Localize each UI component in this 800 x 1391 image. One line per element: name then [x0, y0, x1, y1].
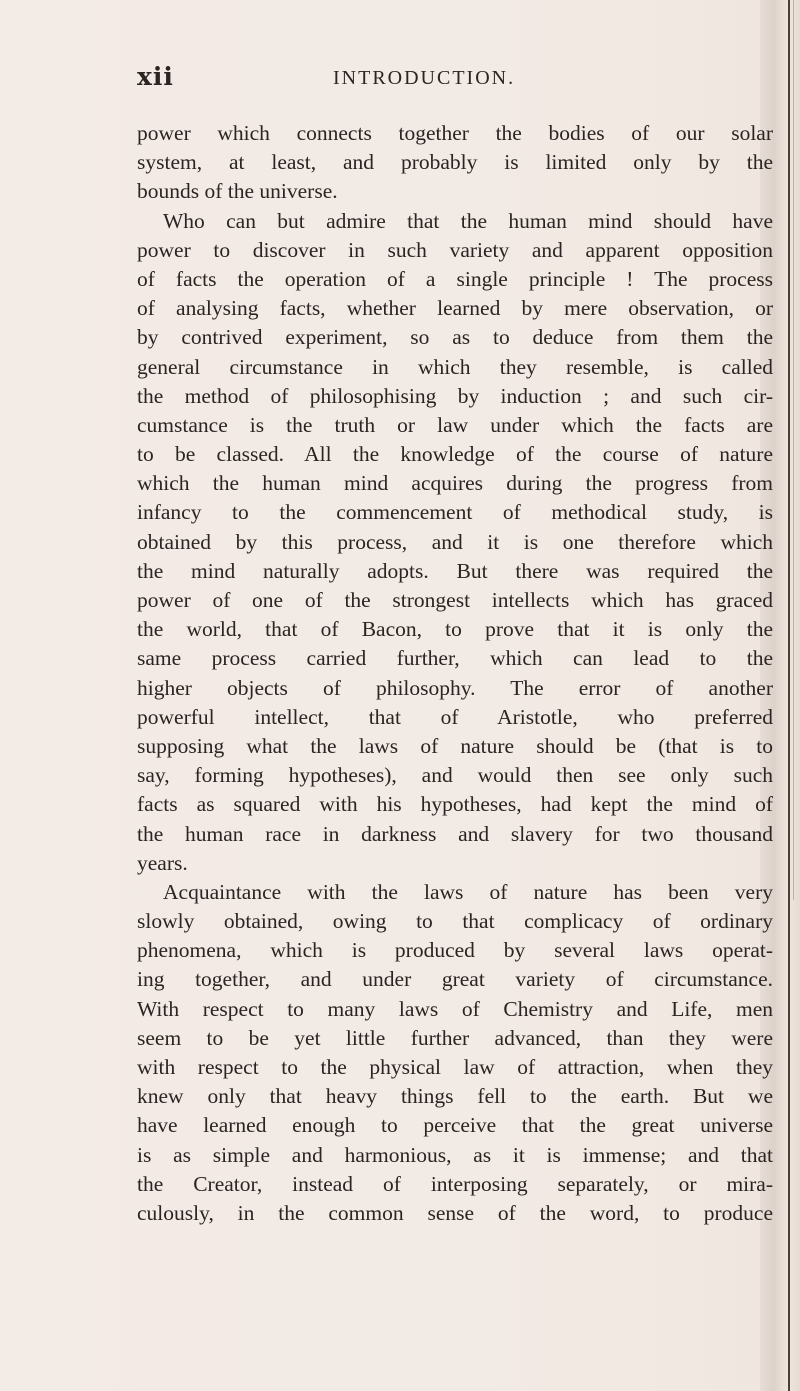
text-line: power of one of the strongest intellects which has graced	[137, 588, 773, 612]
text-line: the mind naturally adopts. But there was required the	[137, 558, 773, 583]
text-line: the method of philosophising by induction ; and such cir-	[137, 383, 773, 408]
text-line: phenomena, which is produced by several laws operat-	[137, 938, 773, 963]
text-line: cumstance is the truth or law under which the facts are	[137, 412, 773, 437]
running-head: INTRODUCTION.	[333, 67, 516, 89]
text-line: bounds of the universe.	[137, 179, 338, 204]
text-line: with respect to the physical law of attraction, when they	[137, 1055, 773, 1079]
text-line: supposing what the laws of nature should be (that is to	[137, 733, 773, 758]
text-line: the Creator, instead of interposing separately, or mira-	[137, 1171, 773, 1196]
body-text	[137, 119, 773, 1228]
text-line: seem to be yet little further advanced, than they were	[137, 1025, 773, 1050]
text-line: have learned enough to perceive that the great universe	[137, 1113, 773, 1138]
text-line: by contrived experiment, so as to deduce from them the	[137, 325, 773, 350]
text-line: is as simple and harmonious, as it is immense; and that	[137, 1142, 773, 1167]
text-line: the human race in darkness and slavery for two thousand	[137, 821, 773, 846]
text-line: knew only that heavy things fell to the earth. But we	[137, 1084, 773, 1109]
text-line: years.	[137, 850, 188, 875]
binding-edge	[788, 0, 790, 1391]
text-line: facts as squared with his hypotheses, had kept the mind of	[137, 792, 773, 817]
text-line: obtained by this process, and it is one therefore which	[137, 529, 773, 554]
text-line: With respect to many laws of Chemistry and Life, men	[137, 996, 773, 1021]
text-line: say, forming hypotheses), and would then see only such	[137, 763, 773, 788]
text-line: infancy to the commencement of methodical study, is	[137, 500, 773, 525]
binding-shadow	[793, 0, 794, 900]
text-line: same process carried further, which can lead to the	[137, 646, 773, 671]
text-line: general circumstance in which they resemble, is called	[137, 354, 773, 379]
page-header	[137, 62, 787, 96]
text-line: the world, that of Bacon, to prove that it is only the	[137, 617, 773, 642]
text-line: power which connects together the bodies of our solar	[137, 121, 773, 145]
text-line: which the human mind acquires during the progress from	[137, 471, 773, 496]
text-line: slowly obtained, owing to that complicacy of ordinary	[137, 909, 773, 934]
text-line: powerful intellect, that of Aristotle, who preferred	[137, 704, 773, 729]
text-line: culously, in the common sense of the word, to produce	[137, 1200, 773, 1225]
text-line: power to discover in such variety and apparent opposition	[137, 237, 773, 262]
text-line: Acquaintance with the laws of nature has been very	[163, 879, 773, 904]
text-line: to be classed. All the knowledge of the course of nature	[137, 442, 773, 467]
text-line: of analysing facts, whether learned by mere observation, or	[137, 296, 773, 321]
text-line: higher objects of philosophy. The error of another	[137, 675, 773, 700]
page-number: xii	[137, 62, 174, 91]
text-line: Who can but admire that the human mind should have	[163, 208, 773, 233]
text-line: ing together, and under great variety of circumstance.	[137, 967, 773, 992]
text-line: of facts the operation of a single principle ! The process	[137, 266, 773, 291]
text-line: system, at least, and probably is limited only by the	[137, 150, 773, 175]
